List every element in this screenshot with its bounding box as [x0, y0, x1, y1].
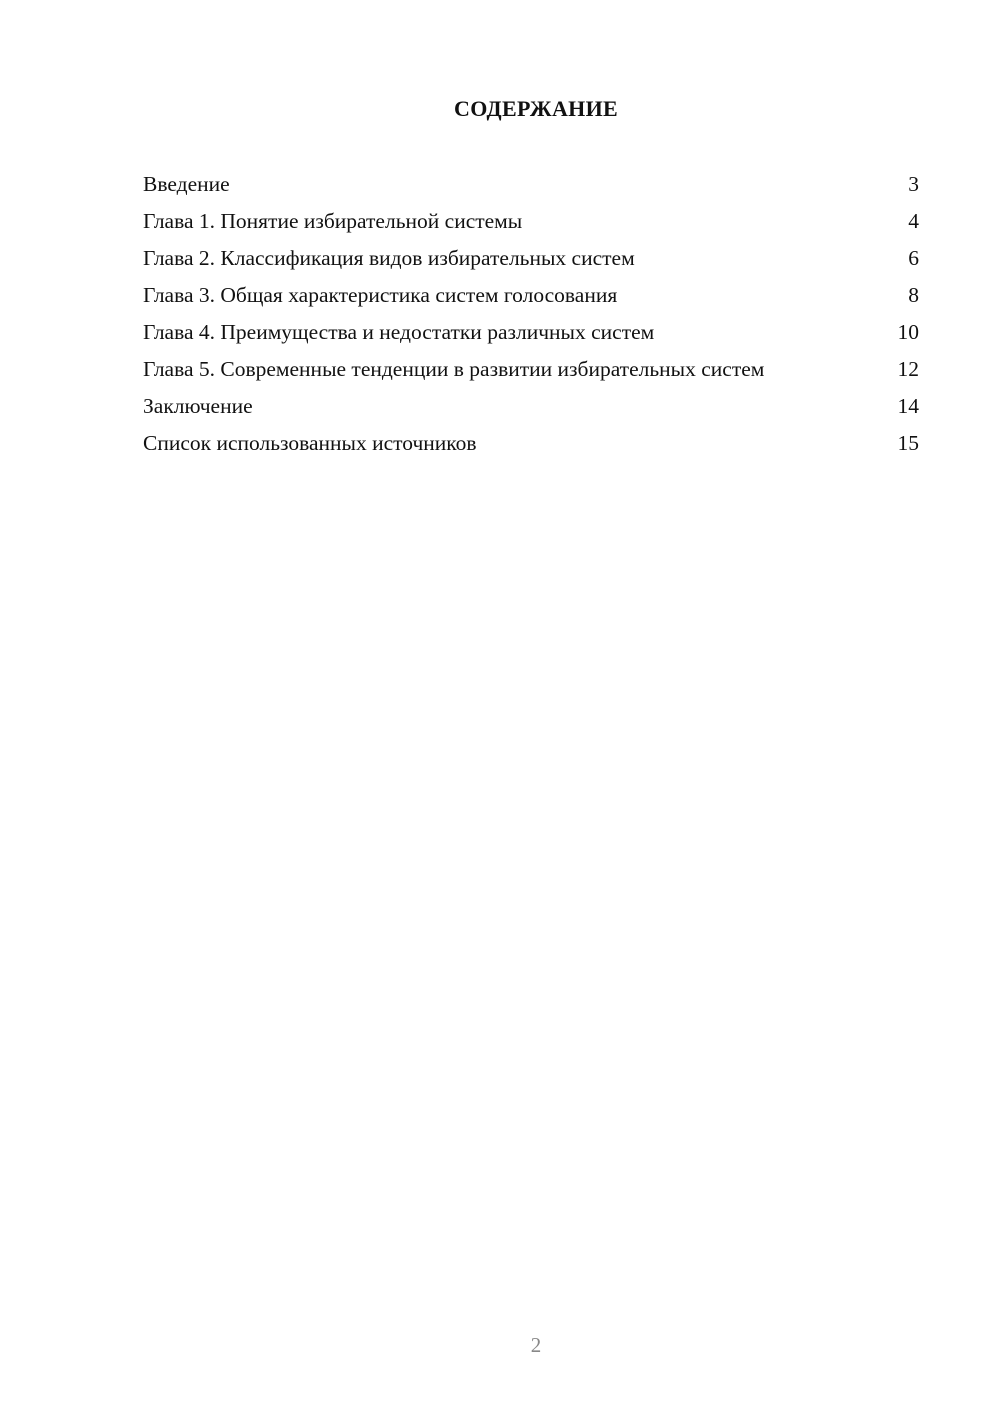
toc-entry-label: Глава 3. Общая характеристика систем голосования	[143, 283, 618, 307]
toc-entry-page: 8	[908, 283, 919, 307]
page-number: 2	[530, 1333, 542, 1357]
toc-entry-introduction	[143, 170, 919, 198]
toc-title: СОДЕРЖАНИЕ	[454, 96, 618, 121]
toc-entry-chapter-5	[143, 355, 919, 383]
toc-entry-chapter-1	[143, 207, 919, 235]
toc-entry-page: 15	[897, 431, 919, 455]
toc-entry-label: Глава 4. Преимущества и недостатки различных систем	[143, 320, 655, 344]
toc-entry-references	[143, 429, 919, 457]
toc-entry-page: 6	[908, 246, 919, 270]
toc-entry-label: Глава 1. Понятие избирательной системы	[143, 209, 523, 233]
toc-entry-label: Глава 2. Классификация видов избирательных систем	[143, 246, 635, 270]
toc-entry-label: Глава 5. Современные тенденции в развитии избирательных систем	[143, 357, 765, 381]
toc-entry-page: 10	[897, 320, 919, 344]
toc-entry-page: 4	[908, 209, 919, 233]
toc-entry-chapter-3	[143, 281, 919, 309]
toc-entry-label: Введение	[143, 172, 230, 196]
toc-entry-page: 3	[908, 172, 919, 196]
table-of-contents	[143, 170, 919, 466]
toc-entry-label: Список использованных источников	[143, 431, 477, 455]
toc-entry-page: 14	[897, 394, 919, 418]
toc-entry-label: Заключение	[143, 394, 253, 418]
toc-entry-conclusion	[143, 392, 919, 420]
toc-entry-page: 12	[897, 357, 919, 381]
toc-entry-chapter-4	[143, 318, 919, 346]
toc-entry-chapter-2	[143, 244, 919, 272]
